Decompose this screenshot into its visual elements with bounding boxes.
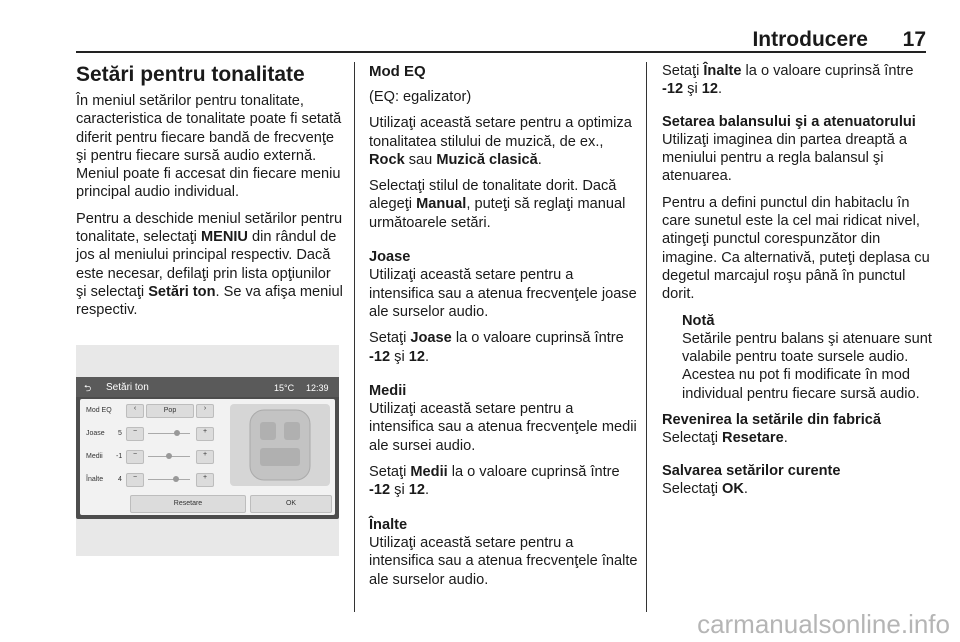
paragraph: Joase Utilizaţi această setare pentru a intensifica sau a atenua frecvenţele joase ale surselor audio. bbox=[369, 248, 639, 321]
plus-icon: + bbox=[196, 427, 214, 441]
subheading-factory-reset: Revenirea la setările din fabrică bbox=[662, 412, 882, 429]
screen-title: Setări ton bbox=[106, 382, 149, 393]
row-label: Mod EQ bbox=[86, 407, 112, 414]
screen-body bbox=[80, 399, 335, 515]
note-box bbox=[682, 312, 932, 403]
tone-settings-screenshot bbox=[76, 345, 339, 556]
infotainment-screen bbox=[76, 377, 339, 519]
row-value: -1 bbox=[116, 453, 123, 460]
note-heading: Notă bbox=[682, 312, 715, 329]
ok-button: OK bbox=[250, 495, 332, 513]
row-label: Înalte bbox=[86, 476, 104, 483]
paragraph: Salvarea setărilor curente Selectaţi OK. bbox=[662, 462, 932, 499]
subheading-save: Salvarea setărilor curente bbox=[662, 462, 841, 479]
minus-icon: − bbox=[126, 473, 144, 487]
section-title: Introducere bbox=[752, 28, 868, 51]
minus-icon: − bbox=[126, 450, 144, 464]
clock: 12:39 bbox=[306, 383, 329, 393]
minus-icon: − bbox=[126, 427, 144, 441]
subheading-mid: Medii bbox=[369, 382, 407, 399]
row-label: Medii bbox=[86, 453, 103, 460]
subheading-bass: Joase bbox=[369, 249, 411, 266]
screen-title-bar bbox=[76, 377, 339, 397]
paragraph: Pentru a deschide meniul setărilor pentru tonalitate, selectaţi MENIU din rândul de jos al meniului principal respectiv. Dacă este necesar, defilaţi prin lista opţiunilor şi selectaţi Setări ton. Se va afişa meniul respectiv. bbox=[76, 210, 343, 319]
row-value: 5 bbox=[118, 430, 122, 437]
car-balance-diagram bbox=[230, 404, 330, 486]
subheading-treble: Înalte bbox=[369, 516, 408, 533]
eq-mode-value: Pop bbox=[146, 404, 194, 418]
header-rule bbox=[76, 51, 926, 53]
slider-track bbox=[148, 479, 190, 480]
paragraph: Înalte Utilizaţi această setare pentru a intensifica sau a atenua frecvenţele înalte ale surselor audio. bbox=[369, 516, 638, 588]
paragraph: Setarea balansului şi a atenuatorului Utilizaţi imaginea din partea dreaptă a meniului pentru a regla balansul şi atenuarea. bbox=[662, 113, 932, 186]
paragraph: Selectaţi stilul de tonalitate dorit. Dacă alegeţi Manual, puteţi să reglaţi manual următoarele setări. bbox=[369, 178, 626, 231]
row-value: 4 bbox=[118, 476, 122, 483]
page-header bbox=[76, 24, 926, 50]
car-icon bbox=[230, 404, 330, 486]
heading-tone-settings: Setări pentru tonalitate bbox=[76, 63, 305, 86]
chevron-right-icon: › bbox=[196, 404, 214, 418]
slider-knob bbox=[174, 430, 180, 436]
paragraph: În meniul setărilor pentru tonalitate, caracteristica de tonalitate poate fi setată diferit pentru fiecare bandă de frecvenţe şi pentru fiecare sursă audio externă. Meniul poate fi accesat din fiecare meniu principal audio individual. bbox=[76, 93, 342, 201]
paragraph: Utilizaţi această setare pentru a optimiza tonalitatea stilului de muzică, de ex., Rock sau Muzică clasică. bbox=[369, 115, 632, 168]
row-label: Joase bbox=[86, 430, 105, 437]
reset-button: Resetare bbox=[130, 495, 246, 513]
paragraph: Revenirea la setările din fabrică Selectaţi Resetare. bbox=[662, 411, 932, 448]
subheading-balance: Setarea balansului şi a atenuatorului bbox=[662, 113, 916, 130]
paragraph: Setaţi Medii la o valoare cuprinsă între -12 şi 12. bbox=[369, 464, 620, 499]
column-divider bbox=[354, 62, 355, 612]
temperature: 15°C bbox=[274, 383, 295, 393]
plus-icon: + bbox=[196, 473, 214, 487]
slider-track bbox=[148, 433, 190, 434]
watermark: carmanualsonline.info bbox=[697, 609, 950, 639]
paragraph: Notă Setările pentru balans şi atenuare sunt valabile pentru toate sursele audio. Acestea nu pot fi modificate în mod individual pentru fiecare sursă audio. bbox=[682, 312, 932, 402]
chevron-left-icon: ‹ bbox=[126, 404, 144, 418]
column-divider bbox=[646, 62, 647, 612]
paragraph: Medii Utilizaţi această setare pentru a intensifica sau a atenua frecvenţele medii ale sursei audio. bbox=[369, 382, 639, 455]
column-2 bbox=[369, 62, 639, 597]
plus-icon: + bbox=[196, 450, 214, 464]
paragraph: Pentru a defini punctul din habitaclu în care sunetul este la cel mai ridicat nivel, atingeţi punctul corespunzător din imagine. Ca alternativă, puteţi deplasa cu degetul marcajul roşu până în punctul dorit. bbox=[662, 194, 930, 303]
heading-eq-mode: Mod EQ bbox=[369, 63, 426, 80]
page-number: 17 bbox=[902, 28, 926, 51]
paragraph: Setaţi Înalte la o valoare cuprinsă între -12 şi 12. bbox=[662, 63, 914, 98]
back-icon: ⮌ bbox=[84, 383, 92, 393]
slider-knob bbox=[166, 453, 172, 459]
column-3 bbox=[662, 62, 932, 506]
paragraph: (EQ: egalizator) bbox=[369, 89, 472, 105]
paragraph: Setaţi Joase la o valoare cuprinsă între -12 şi 12. bbox=[369, 330, 624, 365]
slider-knob bbox=[173, 476, 179, 482]
column-1 bbox=[76, 62, 344, 328]
